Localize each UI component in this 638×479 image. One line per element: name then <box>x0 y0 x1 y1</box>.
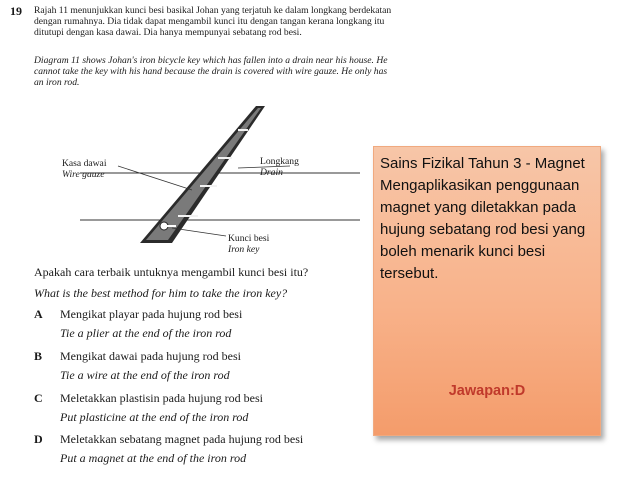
question-prompt-malay: Apakah cara terbaik untuknya mengambil kunci besi itu? <box>34 265 309 279</box>
drain-illustration <box>60 98 370 268</box>
option-letter: D <box>34 432 43 446</box>
note-answer: Jawapan:D <box>448 383 526 399</box>
option-text-malay: Meletakkan sebatang magnet pada hujung rod besi <box>60 432 304 446</box>
option-text-english: Put plasticine at the end of the iron rod <box>60 410 249 424</box>
question-number: 19 <box>10 4 22 18</box>
question-text-malay: Rajah 11 menunjukkan kunci besi basikal Johan yang terjatuh ke dalam longkang berdekatan dengan rumahnya. Dia tidak dapat mengambil kunci itu dengan tangan kerana longkang itu ditutupi dengan kasa dawai. Dia hanya mempunyai sebatang rod besi. <box>34 5 392 38</box>
question-text-english: Diagram 11 shows Johan's iron bicycle key which has fallen into a drain near his house. He cannot take the key with his hand because the drain is covered with wire gauze. He only has an iron rod. <box>34 55 388 88</box>
option-text-malay: Mengikat dawai pada hujung rod besi <box>60 349 241 363</box>
drain-diagram <box>60 98 370 268</box>
label-wire-gauze: Kasa dawai Wire gauze <box>62 158 107 180</box>
option-text-english: Tie a wire at the end of the iron rod <box>60 368 230 382</box>
label-iron-key: Kunci besi Iron key <box>228 233 270 255</box>
note-explanation: Sains Fizikal Tahun 3 - Magnet Mengaplikasikan penggunaan magnet yang diletakkan pada hujung sebatang rod besi yang boleh menarik kunci besi tersebut. <box>380 155 586 282</box>
option-letter: B <box>34 349 43 363</box>
answer-note <box>373 146 601 436</box>
label-drain: Longkang Drain <box>260 156 299 178</box>
option-text-malay: Mengikat playar pada hujung rod besi <box>60 307 243 321</box>
question-prompt-english: What is the best method for him to take the iron key? <box>34 286 288 300</box>
option-letter: C <box>34 391 43 405</box>
option-text-english: Put a magnet at the end of the iron rod <box>60 451 247 465</box>
option-text-malay: Meletakkan plastisin pada hujung rod besi <box>60 391 263 405</box>
option-text-english: Tie a plier at the end of the iron rod <box>60 326 232 340</box>
option-letter: A <box>34 307 43 321</box>
